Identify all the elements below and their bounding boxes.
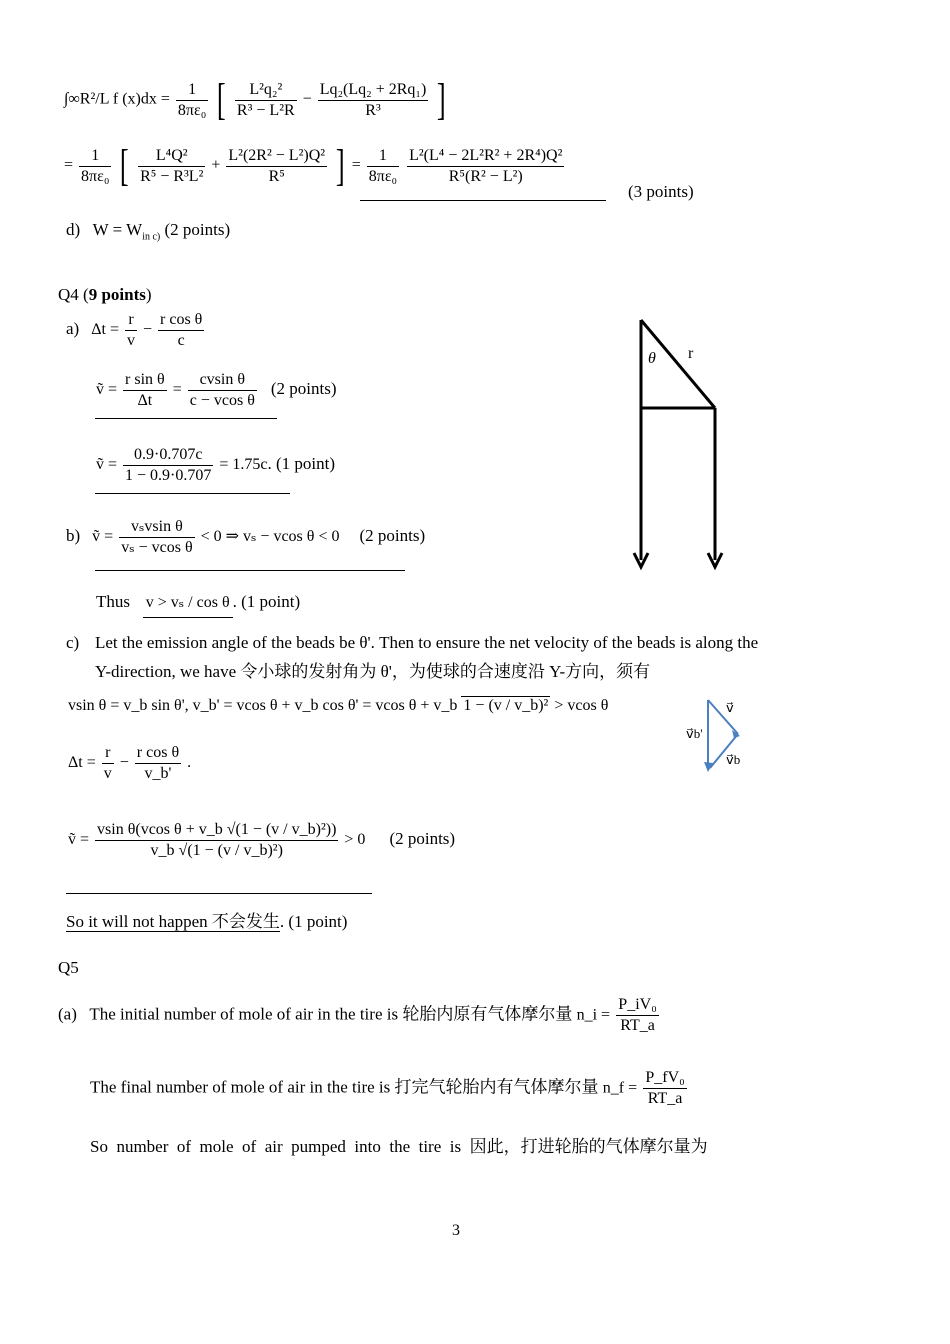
- q4a-eq2: ṽ = $\frac{\text{r sin θ}}{\Delta t}$ = $\frac{\text{cvsin θ}}{\text{c − vcos θ}}$ (2 points): [96, 371, 337, 409]
- r-label: r: [688, 345, 694, 362]
- fraction: $\frac{1}{\text{8πε₀}}$: [177, 80, 207, 119]
- svg-text:v⃗b: v⃗b: [726, 752, 741, 767]
- integral-prefix: ∫∞R²/L f (x)dx =: [64, 90, 170, 108]
- q4c-label: c): [66, 633, 80, 652]
- part-d: d) $W = W_{in c)}$ (2 points): [66, 220, 231, 243]
- q5a-line1: (a) The initial number of mole of air in the tire is 轮胎内原有气体摩尔量 n_i = $\frac{\text{P\_iV₀}}{RT\_a}$: [58, 996, 657, 1034]
- theta-label: θ: [648, 350, 656, 367]
- fraction: $\frac{1}{\text{8πε₀}}$: [368, 146, 398, 185]
- page-number: 3: [452, 1222, 460, 1239]
- fraction: $\frac{\text{Lq₂(Lq₂ + 2Rq₁)}}{\text{R³}}$: [319, 80, 427, 119]
- underline: [360, 200, 606, 201]
- q4c-eq3: ṽ = $\frac{\text{vsin θ(vcos θ + v\_b √(1 − (v / v\_b)²))}}{\text{v\_b √(1 − (v / v\_b)²)}}$ > 0 (2 points): [68, 821, 456, 859]
- q5a-line2: The final number of mole of air in the tire is 打完气轮胎内有气体摩尔量 n_f = $\frac{\text{P\_fV₀}}{RT\_a}$: [90, 1069, 685, 1107]
- q4c-conclusion: So it will not happen 不会发生. (1 point): [66, 912, 348, 931]
- fraction: $\frac{\text{L²(L⁴ − 2L²R² + 2R⁴)Q²}}{\text{R⁵(R² − L²)}}$: [409, 146, 563, 185]
- q5-heading: Q5: [58, 958, 79, 977]
- q5a-line3: So number of mole of air pumped into the tire is 因此，打进轮胎的气体摩尔量为: [90, 1137, 708, 1156]
- q4b-thus: Thus v > vₛ / cos θ . (1 point): [96, 592, 300, 612]
- integral-equation: ∫∞R²/L f (x)dx = $\frac{1}{\text{8πε₀}}$ [ $\frac{\text{L²q₂²}}{\text{R³ − L²R}}$ − $\frac{\text{Lq₂(Lq₂ + 2Rq₁)}}{\text{R³}}$ ]: [64, 75, 447, 124]
- q4c-text2: Y-direction, we have 令小球的发射角为 θ'，为使球的合速度沿 Y-方向，须有: [95, 662, 651, 681]
- svg-text:v⃗: v⃗: [726, 700, 734, 715]
- fraction: $\frac{\text{L⁴Q²}}{\text{R⁵ − R³L²}}$: [140, 146, 204, 185]
- q4c-eq1: vsin θ = v_b sin θ', v_b' = vcos θ + v_b cos θ' = vcos θ + v_b 1 − (v / v_b)² > vcos θ: [68, 697, 609, 714]
- q4a-eq1: a) Δt = $\frac{r}{v}$ − $\frac{\text{r cos θ}}{c}$: [66, 311, 203, 349]
- integral-result-equation: = $\frac{1}{\text{8πε₀}}$ [ $\frac{\text{L⁴Q²}}{\text{R⁵ − R³L²}}$ + $\frac{\text{L²(2R² − L²)Q²}}{\text{R⁵}}$ ] = $\frac{1}{\text{8πε₀}}$ $\frac{\text{L²(L⁴ − 2L²R² + 2R⁴)Q²}}{\text{R⁵(R² − L²)}}$: [64, 141, 563, 190]
- trajectory-diagram: [620, 310, 740, 575]
- vector-triangle: [680, 690, 760, 780]
- svg-text:v⃗b': v⃗b': [686, 726, 703, 741]
- points-label: (3 points): [628, 182, 694, 201]
- q4c-eq2: Δt = $\frac{r}{v}$ − $\frac{\text{r cos θ}}{v\_b'}$ .: [68, 744, 192, 782]
- fraction: $\frac{1}{\text{8πε₀}}$: [81, 146, 110, 185]
- q4b-eq: b) ṽ = $\frac{\text{vₛvsin θ}}{\text{vₛ − vcos θ}}$ < 0 ⇒ vₛ − vcos θ < 0 (2 points): [66, 518, 426, 556]
- fraction: $\frac{\text{L²q₂²}}{\text{R³ − L²R}}$: [236, 80, 295, 119]
- q4a-eq3: ṽ = $\frac{0.9\cdot 0.707c}{1 - 0.9\cdot 0.707}$ = 1.75c. (1 point): [96, 446, 336, 484]
- q4-heading: Q4 (9 points): [58, 285, 152, 304]
- q4c-text1: Let the emission angle of the beads be θ'. Then to ensure the net velocity of the beads is along the: [95, 633, 759, 652]
- fraction: $\frac{\text{L²(2R² − L²)Q²}}{\text{R⁵}}$: [228, 146, 326, 185]
